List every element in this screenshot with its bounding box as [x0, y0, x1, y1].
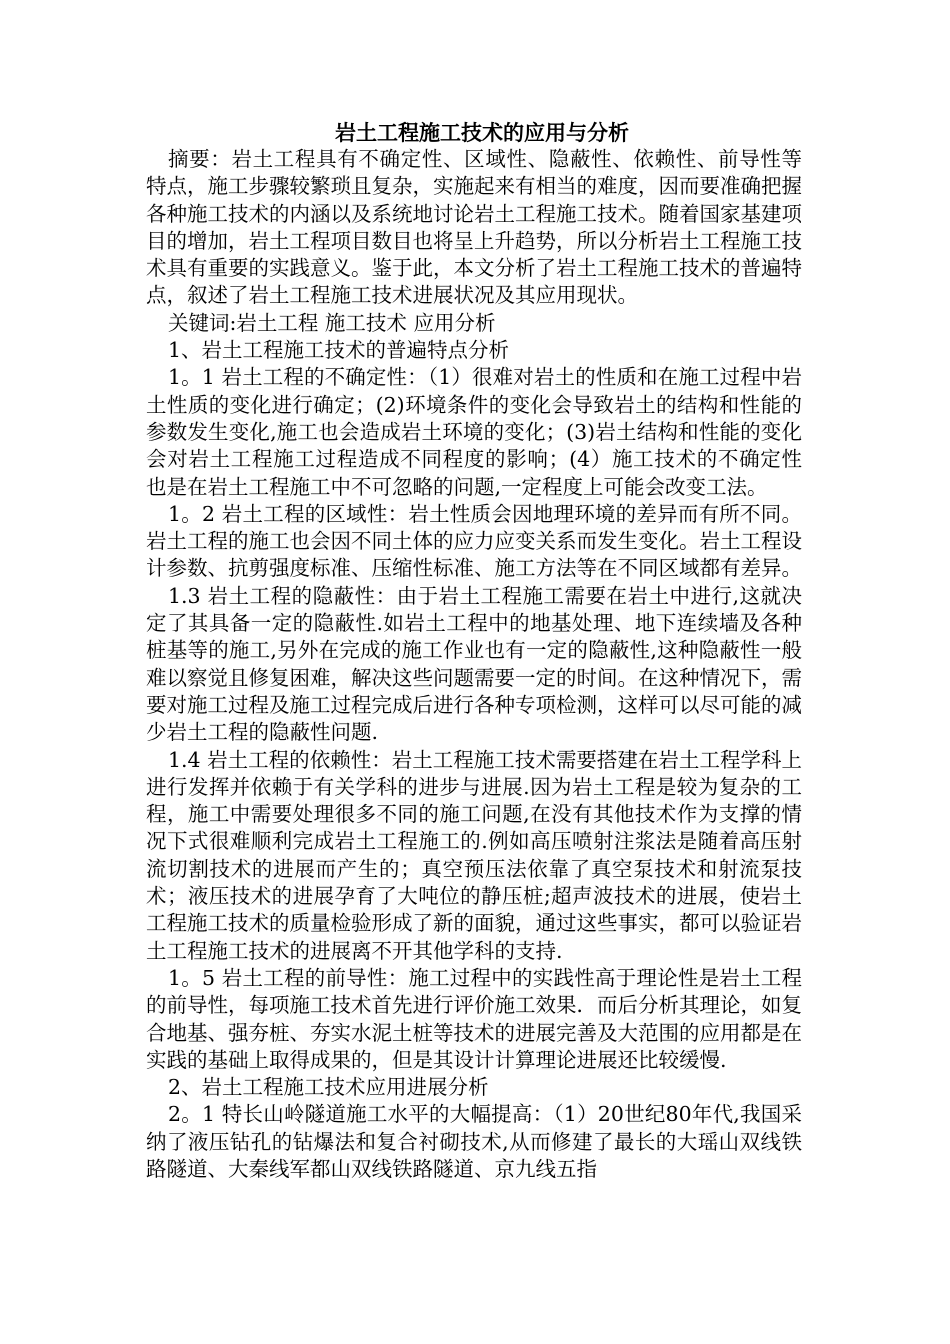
body-paragraph: 1。5 岩土工程的前导性：施工过程中的实践性高于理论性是岩土工程的前导性，每项施工技术首先进行评价施工效果．而后分析其理论，如复合地基、强夯桩、夯实水泥土桩等技术的进展完善及大范围的应用都是在实践的基础上取得成果的，但是其设计计算理论进展还比较缓慢.: [146, 965, 802, 1072]
section-heading-2: 2、岩土工程施工技术应用进展分析: [168, 1075, 489, 1100]
document-title: 岩土工程施工技术的应用与分析: [335, 120, 629, 145]
body-paragraph: 1.4 岩土工程的依赖性：岩土工程施工技术需要搭建在岩土工程学科上进行发挥并依赖于有关学科的进步与进展.因为岩土工程是较为复杂的工程，施工中需要处理很多不同的施工问题,在没有其他技术作为支撑的情况下式很难顺利完成岩土工程施工的.例如高压喷射注浆法是随着高压射流切割技术的进展而产生的；真空预压法依靠了真空泵技术和射流泵技术；液压技术的进展孕育了大吨位的静压桩;超声波技术的进展，使岩土工程施工技术的质量检验形成了新的面貌，通过这些事实，都可以验证岩土工程施工技术的进展离不开其他学科的支持.: [146, 747, 802, 963]
body-paragraph: 1.3 岩土工程的隐蔽性：由于岩土工程施工需要在岩土中进行,这就决定了其具备一定的隐蔽性.如岩土工程中的地基处理、地下连续墙及各种桩基等的施工,另外在完成的施工作业也有一定的隐蔽性,这种隐蔽性一般难以察觉且修复困难，解决这些问题需要一定的时间。在这种情况下，需要对施工过程及施工过程完成后进行各种专项检测，这样可以尽可能的减少岩土工程的隐蔽性问题.: [146, 583, 802, 745]
abstract-paragraph: 摘要：岩土工程具有不确定性、区域性、隐蔽性、依赖性、前导性等特点，施工步骤较繁琐且复杂，实施起来有相当的难度，因而要准确把握各种施工技术的内涵以及系统地讨论岩土工程施工技术。随着国家基建项目的增加，岩土工程项目数目也将呈上升趋势，所以分析岩土工程施工技术具有重要的实践意义。鉴于此，本文分析了岩土工程施工技术的普遍特点，叙述了岩土工程施工技术进展状况及其应用现状。: [146, 147, 802, 308]
document-page: [146, 120, 802, 1183]
body-paragraph: 1。2 岩土工程的区域性：岩土性质会因地理环境的差异而有所不同。岩土工程的施工也会因不同土体的应力应变关系而发生变化。岩土工程设计参数、抗剪强度标准、压缩性标准、施工方法等在不同区域都有差异。: [146, 501, 802, 581]
body-paragraph: 2。1 特长山岭隧道施工水平的大幅提高：（1）20世纪80年代,我国采纳了液压钻孔的钻爆法和复合衬砌技术,从而修建了最长的大瑶山双线铁路隧道、大秦线军都山双线铁路隧道、京九线五指: [146, 1102, 802, 1181]
body-paragraph: 1。1 岩土工程的不确定性：（1）很难对岩土的性质和在施工过程中岩土性质的变化进行确定；(2)环境条件的变化会导致岩土的结构和性能的参数发生变化,施工也会造成岩土环境的变化；(3)岩土结构和性能的变化会对岩土工程施工过程造成不同程度的影响；(4）施工技术的不确定性也是在岩土工程施工中不可忽略的问题,一定程度上可能会改变工法。: [146, 365, 802, 499]
keywords-paragraph: 关键词:岩土工程 施工技术 应用分析: [168, 310, 496, 335]
section-heading-1: 1、岩土工程施工技术的普遍特点分析: [168, 338, 510, 363]
